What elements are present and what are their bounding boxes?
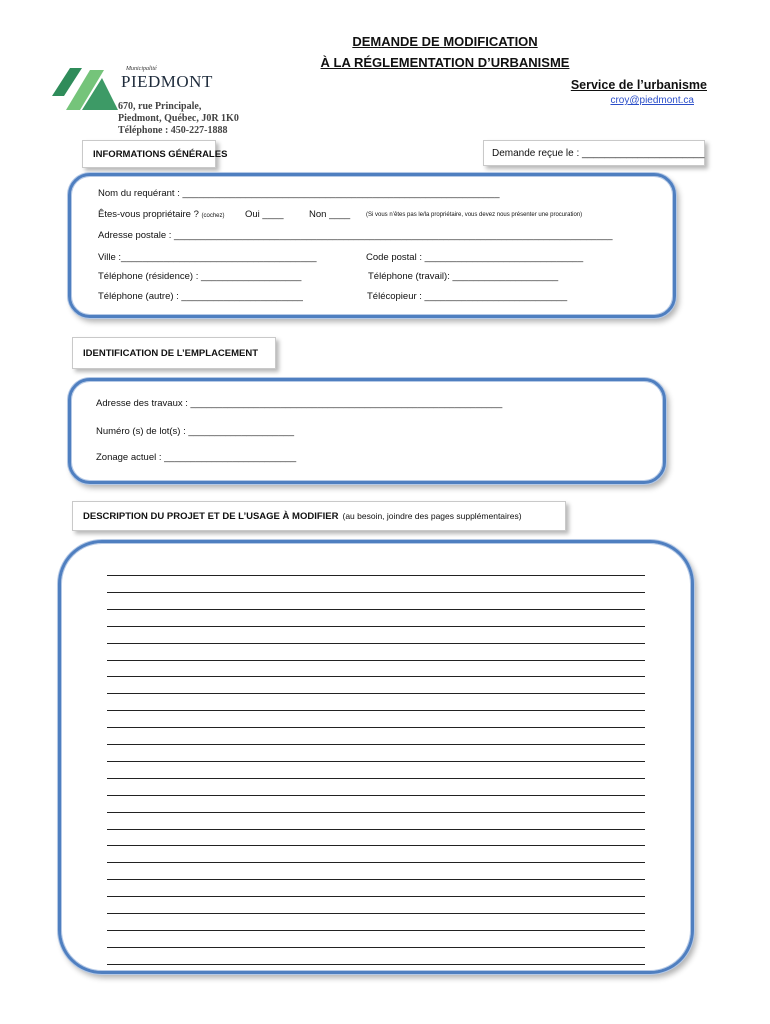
email-link[interactable]: croy@piedmont.ca <box>610 95 694 106</box>
description-line[interactable] <box>107 744 645 745</box>
tab-identification-emplacement <box>72 337 276 369</box>
demande-recue-label: Demande reçue le : ______________________ <box>492 147 705 159</box>
description-line[interactable] <box>107 575 645 576</box>
tab-label: IDENTIFICATION DE L’EMPLACEMENT <box>83 347 259 359</box>
description-line[interactable] <box>107 676 645 677</box>
address-line2: Piedmont, Québec, J0R 1K0 <box>118 113 239 124</box>
non-checkbox[interactable]: Non ____ <box>309 209 351 220</box>
description-line[interactable] <box>107 913 645 914</box>
description-line[interactable] <box>107 879 645 880</box>
description-line[interactable] <box>107 778 645 779</box>
telephone-travail-field[interactable]: Téléphone (travail): ____________________ <box>368 271 559 282</box>
numero-lots-field[interactable]: Numéro (s) de lot(s) : ____________________ <box>96 426 295 437</box>
tab-description-projet <box>72 501 566 531</box>
telephone-residence-field[interactable]: Téléphone (résidence) : ___________________ <box>98 271 302 282</box>
description-line[interactable] <box>107 862 645 863</box>
description-line[interactable] <box>107 795 645 796</box>
description-line[interactable] <box>107 896 645 897</box>
telecopieur-field[interactable]: Télécopieur : ___________________________ <box>367 291 568 302</box>
tab-sublabel: (au besoin, joindre des pages supplémentaires) <box>342 511 522 521</box>
description-line[interactable] <box>107 693 645 694</box>
code-postal-field[interactable]: Code postal : ______________________________ <box>366 252 584 263</box>
description-line[interactable] <box>107 592 645 593</box>
procuration-note: (Si vous n’êtes pas le/la propriétaire, vous devez nous présenter une procuration) <box>366 212 583 218</box>
description-line[interactable] <box>107 964 645 965</box>
service-label: Service de l’urbanisme <box>570 78 707 92</box>
description-line[interactable] <box>107 710 645 711</box>
logo-name: PIEDMONT <box>121 72 213 91</box>
proprietaire-question: Êtes-vous propriétaire ? <box>98 209 199 220</box>
description-line[interactable] <box>107 609 645 610</box>
title-line1: DEMANDE DE MODIFICATION <box>352 34 538 49</box>
description-line[interactable] <box>107 812 645 813</box>
logo-municipalite: Municipalité <box>126 66 157 72</box>
ville-field[interactable]: Ville :_____________________________________ <box>98 252 317 263</box>
adresse-travaux-field[interactable]: Adresse des travaux : ___________________________________________________________ <box>96 398 503 409</box>
title-line2: À LA RÉGLEMENTATION D’URBANISME <box>320 55 570 70</box>
nom-requerant-field[interactable]: Nom du requérant : ____________________________________________________________ <box>98 188 500 199</box>
description-line[interactable] <box>107 845 645 846</box>
proprietaire-label <box>98 209 225 220</box>
telephone-autre-field[interactable]: Téléphone (autre) : _______________________ <box>98 291 303 302</box>
description-line[interactable] <box>107 643 645 644</box>
description-line[interactable] <box>107 947 645 948</box>
description-box <box>58 540 694 974</box>
zonage-actuel-field[interactable]: Zonage actuel : _________________________ <box>96 452 297 463</box>
description-line[interactable] <box>107 660 645 661</box>
demande-recue-field[interactable] <box>483 140 705 166</box>
oui-checkbox[interactable]: Oui ____ <box>245 209 284 220</box>
description-line[interactable] <box>107 930 645 931</box>
address-line1: 670, rue Principale, <box>118 101 202 112</box>
tab-informations-generales <box>82 140 228 168</box>
cochez-hint: (cochez) <box>201 213 225 219</box>
description-line[interactable] <box>107 829 645 830</box>
tab-label: INFORMATIONS GÉNÉRALES <box>93 148 228 160</box>
tab-label: DESCRIPTION DU PROJET ET DE L’USAGE À MODIFIER <box>83 510 339 522</box>
phone: Téléphone : 450-227-1888 <box>118 125 228 136</box>
description-line[interactable] <box>107 727 645 728</box>
piedmont-logo <box>52 62 122 110</box>
description-line[interactable] <box>107 761 645 762</box>
description-line[interactable] <box>107 626 645 627</box>
adresse-postale-field[interactable]: Adresse postale : ___________________________________________________________________________________ <box>98 230 613 241</box>
